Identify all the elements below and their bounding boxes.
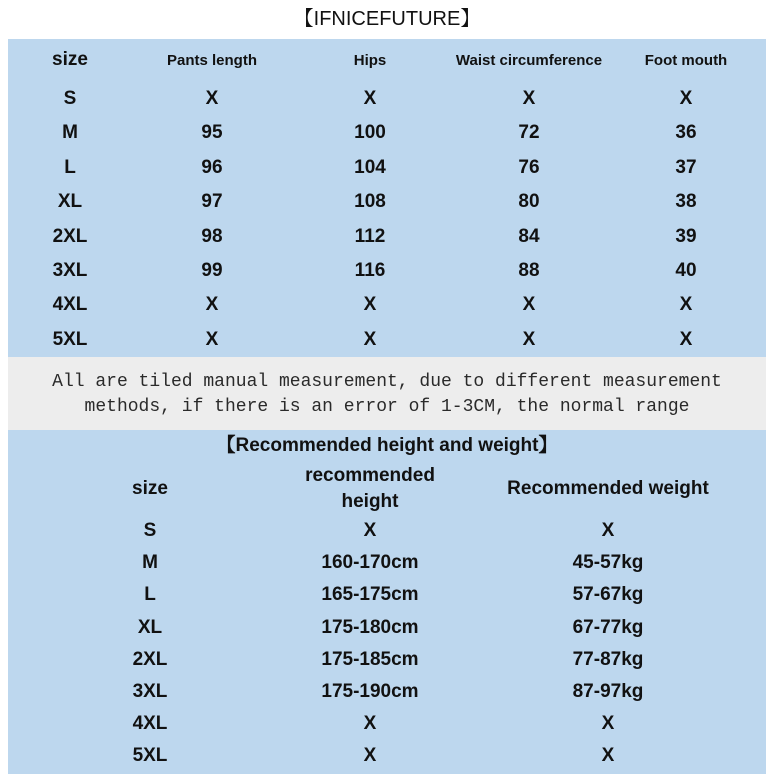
size-label: 4XL [132,713,168,735]
hips-value: 104 [354,156,386,178]
brand-title: 【IFNICEFUTURE】 [293,8,481,30]
waist-value: X [522,328,536,350]
hips-value: X [363,87,377,109]
foot-mouth-value: 40 [675,259,697,281]
pants-length-value: X [205,328,219,350]
size-label: L [64,156,76,178]
measurement-note-line-2: methods, if there is an error of 1-3CM, the normal range [84,397,690,417]
header-size: size [52,49,88,71]
recommended-weight-value: 45-57kg [572,552,644,574]
header-recommended-height: recommended height [305,464,435,512]
size-label: S [143,520,157,542]
pants-length-value: X [205,87,219,109]
size-label: M [142,552,158,574]
size-label: XL [57,191,83,213]
foot-mouth-value: X [679,87,693,109]
header-recommended-weight: Recommended weight [507,477,709,499]
recommended-weight-value: 77-87kg [572,648,644,670]
pants-length-value: 97 [201,191,223,213]
recommended-height-value: 160-170cm [321,552,419,574]
size-label: 2XL [52,225,88,247]
foot-mouth-value: X [679,294,693,316]
recommended-weight-value: X [601,745,615,767]
hips-value: X [363,294,377,316]
header-foot-mouth: Foot mouth [644,51,728,69]
measurement-note-line-1: All are tiled manual measurement, due to different measurement [52,372,722,392]
foot-mouth-value: 36 [675,122,697,144]
waist-value: X [522,294,536,316]
pants-length-value: 96 [201,156,223,178]
size-label: XL [137,616,163,638]
size-table [8,39,766,357]
pants-length-value: 98 [201,225,223,247]
recommended-weight-value: 57-67kg [572,584,644,606]
size-label: 3XL [132,681,168,703]
size-label: L [144,584,156,606]
header-hips: Hips [353,51,387,69]
waist-value: X [522,87,536,109]
hips-value: 100 [354,122,386,144]
recommendation-title: 【Recommended height and weight】 [216,435,558,456]
header-pants-length: Pants length [166,51,257,69]
pants-length-value: 95 [201,122,223,144]
recommended-weight-value: 87-97kg [572,681,644,703]
waist-value: 80 [518,191,540,213]
size-label: S [63,87,77,109]
recommended-height-value: X [363,745,377,767]
recommended-height-value: X [363,713,377,735]
hips-value: 116 [354,259,386,281]
waist-value: 84 [518,225,540,247]
recommendation-table [8,430,766,774]
foot-mouth-value: 39 [675,225,697,247]
foot-mouth-value: 37 [675,156,697,178]
recommendation-grid [48,462,766,773]
size-label: 5XL [132,745,168,767]
hips-value: 112 [354,225,386,247]
size-label: 3XL [52,259,88,281]
size-label: 2XL [132,648,168,670]
waist-value: 76 [518,156,540,178]
header-size: size [132,477,168,499]
size-label: 5XL [52,328,88,350]
measurement-note [8,357,766,430]
recommended-height-value: 175-190cm [321,681,419,703]
waist-value: 88 [518,259,540,281]
header-waist-circumference: Waist circumference [455,51,603,69]
pants-length-value: X [205,294,219,316]
recommended-height-value: 175-185cm [321,648,419,670]
recommended-weight-value: X [601,713,615,735]
recommended-weight-value: 67-77kg [572,616,644,638]
hips-value: 108 [354,191,386,213]
recommended-height-value: 175-180cm [321,616,419,638]
recommended-weight-value: X [601,520,615,542]
size-label: 4XL [52,294,88,316]
hips-value: X [363,328,377,350]
pants-length-value: 99 [201,259,223,281]
waist-value: 72 [518,122,540,144]
foot-mouth-value: X [679,328,693,350]
header-recommended-height-cell [252,462,488,515]
size-label: M [62,122,78,144]
foot-mouth-value: 38 [675,191,697,213]
recommended-height-value: 165-175cm [321,584,419,606]
recommended-height-value: X [363,520,377,542]
